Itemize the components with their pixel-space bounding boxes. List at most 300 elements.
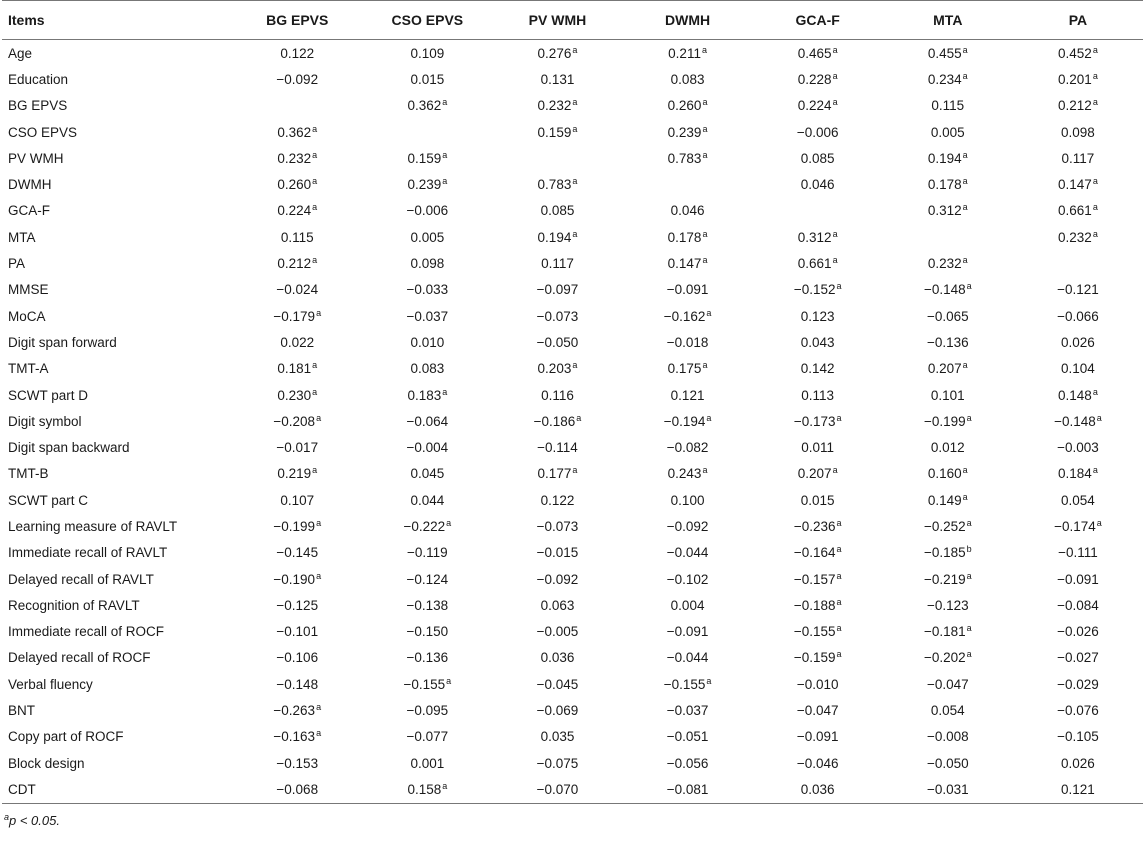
- column-header-cso-epvs: CSO EPVS: [362, 1, 492, 40]
- cell-value: −0.173: [793, 413, 836, 429]
- cell-value-group: [667, 335, 709, 350]
- cell-value: −0.006: [406, 203, 449, 219]
- table-cell: [492, 513, 622, 539]
- cell-value: 0.109: [410, 45, 445, 61]
- cell-value: −0.208: [273, 413, 316, 429]
- cell-value-group: [410, 46, 444, 61]
- table-cell: [623, 592, 753, 618]
- cell-value-group: [931, 98, 964, 113]
- cell-value: −0.051: [666, 729, 709, 745]
- cell-value: −0.081: [666, 781, 709, 797]
- table-cell: [753, 382, 883, 408]
- cell-value-group: [277, 388, 317, 403]
- cell-value: 0.026: [1061, 755, 1095, 771]
- cell-value-group: [1058, 545, 1098, 560]
- table-cell: [362, 671, 492, 697]
- cell-value: −0.236: [793, 518, 836, 534]
- table-row: [2, 540, 1143, 566]
- cell-value: −0.119: [407, 545, 448, 561]
- cell-value-group: [801, 177, 835, 192]
- cell-value: −0.024: [276, 282, 319, 298]
- cell-value: 0.043: [800, 334, 835, 350]
- cell-value-group: [541, 729, 575, 744]
- cell-value-group: [664, 677, 712, 692]
- table-row: [2, 93, 1143, 119]
- table-cell: [232, 356, 362, 382]
- cell-value-group: [407, 282, 449, 297]
- cell-value-group: [667, 572, 709, 587]
- cell-value: −0.194: [663, 413, 706, 429]
- cell-value-group: [667, 756, 709, 771]
- cell-value-group: [541, 72, 575, 87]
- row-label: Copy part of ROCF: [8, 729, 124, 745]
- cell-value: −0.145: [276, 545, 319, 561]
- cell-value: 0.115: [280, 229, 314, 245]
- cell-value-group: [277, 466, 317, 481]
- significance-marker: a: [832, 44, 838, 55]
- table-cell: [232, 724, 362, 750]
- cell-value-group: [1057, 624, 1099, 639]
- table-cell: [623, 119, 753, 145]
- cell-value-group: [927, 729, 969, 744]
- table-cell: [753, 119, 883, 145]
- table-cell: [232, 250, 362, 276]
- cell-value-group: [794, 414, 842, 429]
- row-label: Delayed recall of RAVLT: [8, 571, 154, 587]
- cell-value-group: [798, 230, 838, 245]
- cell-value-group: [1057, 572, 1099, 587]
- cell-value-group: [801, 151, 835, 166]
- cell-value: 0.147: [1058, 177, 1092, 193]
- cell-value: −0.199: [923, 413, 966, 429]
- cell-value: 0.100: [670, 492, 705, 508]
- cell-value: −0.092: [666, 518, 709, 534]
- cell-value: −0.159: [793, 650, 836, 666]
- cell-value: −0.202: [923, 650, 966, 666]
- row-label: CSO EPVS: [8, 124, 78, 140]
- table-cell: [492, 408, 622, 434]
- row-label: Verbal fluency: [8, 676, 93, 692]
- cell-value: −0.056: [666, 755, 709, 771]
- cell-value-group: [538, 361, 578, 376]
- row-label: Digit symbol: [8, 413, 82, 429]
- cell-value: −0.105: [1057, 729, 1099, 745]
- cell-value: −0.106: [276, 650, 319, 666]
- significance-marker: a: [1092, 228, 1098, 239]
- cell-value: −0.263: [273, 703, 316, 719]
- significance-marker: a: [962, 176, 968, 187]
- cell-value-group: [410, 756, 444, 771]
- cell-value: −0.003: [1057, 440, 1099, 456]
- cell-value: −0.252: [923, 518, 966, 534]
- table-cell: [753, 487, 883, 513]
- cell-value-group: [1058, 388, 1098, 403]
- cell-value: −0.219: [923, 571, 966, 587]
- cell-value-group: [798, 98, 838, 113]
- cell-value-group: [1058, 177, 1098, 192]
- table-cell: [362, 40, 492, 67]
- significance-marker: a: [706, 412, 712, 423]
- table-cell: [492, 145, 622, 171]
- table-row: [2, 697, 1143, 723]
- cell-value: 0.452: [1058, 45, 1092, 61]
- cell-value: −0.091: [796, 729, 839, 745]
- table-cell: [623, 224, 753, 250]
- cell-value-group: [927, 598, 969, 613]
- table-cell: [362, 382, 492, 408]
- cell-value-group: [664, 414, 712, 429]
- significance-marker: a: [572, 228, 578, 239]
- cell-value: 0.224: [277, 203, 312, 219]
- table-cell: [883, 619, 1013, 645]
- cell-value-group: [927, 335, 969, 350]
- cell-value: −0.004: [406, 440, 449, 456]
- table-cell: [753, 408, 883, 434]
- cell-value: −0.066: [1057, 308, 1099, 324]
- cell-value: −0.064: [406, 413, 449, 429]
- significance-marker: a: [446, 675, 452, 686]
- cell-value-group: [801, 782, 835, 797]
- table-cell: [1013, 461, 1143, 487]
- cell-value: −0.114: [537, 440, 578, 456]
- cell-value-group: [277, 151, 317, 166]
- cell-value-group: [801, 388, 834, 403]
- significance-marker: a: [312, 465, 318, 476]
- significance-marker: a: [702, 149, 708, 160]
- cell-value-group: [671, 203, 705, 218]
- cell-value: 0.201: [1058, 71, 1092, 87]
- table-cell: [232, 408, 362, 434]
- cell-value: 0.142: [800, 361, 835, 377]
- table-cell: [232, 382, 362, 408]
- table-cell: [753, 198, 883, 224]
- table-cell: [492, 487, 622, 513]
- table-cell: [623, 566, 753, 592]
- cell-value-group: [924, 282, 972, 297]
- cell-value: −0.155: [663, 676, 706, 692]
- cell-value: 0.022: [280, 334, 315, 350]
- table-row: [2, 487, 1143, 513]
- table-cell: [623, 250, 753, 276]
- cell-value: 0.260: [277, 177, 312, 193]
- table-cell: [232, 171, 362, 197]
- cell-value: −0.179: [273, 308, 316, 324]
- significance-marker: a: [312, 255, 318, 266]
- row-label: BNT: [8, 703, 35, 719]
- table-cell: [232, 66, 362, 92]
- significance-marker: a: [312, 360, 318, 371]
- cell-value: 0.228: [797, 71, 832, 87]
- cell-value-group: [1058, 72, 1098, 87]
- table-cell: [232, 487, 362, 513]
- significance-marker: a: [316, 517, 322, 528]
- table-cell: [753, 461, 883, 487]
- table-cell: [753, 513, 883, 539]
- cell-value: −0.069: [536, 703, 579, 719]
- significance-marker: a: [836, 412, 842, 423]
- significance-marker: a: [962, 149, 968, 160]
- table-row: [2, 277, 1143, 303]
- cell-value-group: [931, 388, 965, 403]
- table-cell: [883, 566, 1013, 592]
- table-cell: [883, 145, 1013, 171]
- cell-value-group: [537, 756, 579, 771]
- cell-value-group: [276, 72, 318, 87]
- cell-value: 0.046: [800, 177, 835, 193]
- significance-marker: a: [836, 570, 842, 581]
- cell-value: 0.005: [410, 229, 445, 245]
- cell-value-group: [797, 756, 839, 771]
- table-cell: [492, 329, 622, 355]
- significance-marker: a: [316, 307, 322, 318]
- cell-value-group: [924, 414, 972, 429]
- cell-value: 0.158: [407, 781, 442, 797]
- table-cell: [1013, 776, 1143, 803]
- table-cell: [883, 724, 1013, 750]
- significance-marker: a: [836, 623, 842, 634]
- cell-value: −0.037: [666, 703, 709, 719]
- cell-value-group: [407, 624, 449, 639]
- table-cell: [492, 461, 622, 487]
- cell-value-group: [407, 729, 449, 744]
- table-cell: [1013, 329, 1143, 355]
- cell-value-group: [794, 572, 842, 587]
- cell-value: 0.234: [927, 71, 962, 87]
- cell-value-group: [277, 203, 317, 218]
- cell-value: −0.031: [926, 781, 969, 797]
- table-row: [2, 66, 1143, 92]
- cell-value-group: [541, 203, 575, 218]
- cell-value: −0.045: [536, 676, 579, 692]
- table-cell: [883, 487, 1013, 513]
- cell-value: 0.122: [280, 45, 315, 61]
- table-row: [2, 566, 1143, 592]
- table-cell: [623, 540, 753, 566]
- table-cell: [623, 303, 753, 329]
- table-cell: [232, 592, 362, 618]
- column-header-bg-epvs: BG EPVS: [232, 1, 362, 40]
- cell-value-group: [538, 466, 578, 481]
- table-row: [2, 356, 1143, 382]
- cell-value-group: [671, 388, 705, 403]
- table-cell: [623, 776, 753, 803]
- cell-value-group: [794, 282, 842, 297]
- cell-value-group: [927, 309, 969, 324]
- cell-value-group: [928, 493, 968, 508]
- significance-marker: a: [702, 97, 708, 108]
- significance-marker: a: [962, 255, 968, 266]
- cell-value: −0.164: [793, 545, 836, 561]
- cell-value: 0.098: [410, 256, 445, 272]
- significance-marker: a: [312, 123, 318, 134]
- cell-value: 0.465: [797, 45, 832, 61]
- cell-value: 0.121: [670, 387, 705, 403]
- table-cell: [753, 224, 883, 250]
- cell-value: 0.184: [1058, 466, 1092, 482]
- table-cell: [623, 645, 753, 671]
- cell-value-group: [1061, 125, 1095, 140]
- cell-value-group: [1058, 466, 1098, 481]
- cell-value-group: [667, 282, 709, 297]
- cell-value-group: [537, 703, 579, 718]
- table-cell: [232, 776, 362, 803]
- cell-value-group: [667, 650, 709, 665]
- cell-value: −0.068: [276, 781, 319, 797]
- table-cell: [753, 671, 883, 697]
- cell-value-group: [273, 414, 321, 429]
- table-cell: [492, 619, 622, 645]
- table-row: [2, 119, 1143, 145]
- cell-value-group: [1058, 203, 1098, 218]
- cell-value-group: [928, 203, 968, 218]
- cell-value-group: [538, 98, 578, 113]
- table-cell: [1013, 198, 1143, 224]
- significance-marker: a: [1092, 97, 1098, 108]
- cell-value: 0.159: [407, 150, 442, 166]
- table-row: [2, 40, 1143, 67]
- cell-value-group: [928, 177, 968, 192]
- cell-value: 0.194: [927, 150, 962, 166]
- cell-value-group: [798, 72, 838, 87]
- cell-value-group: [668, 466, 708, 481]
- significance-marker: a: [1096, 412, 1102, 423]
- table-cell: [753, 697, 883, 723]
- table-cell: [753, 724, 883, 750]
- cell-value: 0.194: [537, 229, 572, 245]
- cell-value: 0.116: [541, 387, 574, 403]
- cell-value: −0.123: [926, 597, 969, 613]
- cell-value: −0.091: [1057, 571, 1099, 587]
- cell-value: −0.050: [926, 755, 969, 771]
- table-cell: [362, 513, 492, 539]
- cell-value-group: [797, 703, 839, 718]
- table-cell: [1013, 697, 1143, 723]
- cell-value-group: [927, 782, 969, 797]
- cell-value: −0.006: [796, 124, 839, 140]
- cell-value: 0.113: [801, 387, 835, 403]
- table-cell: [492, 671, 622, 697]
- cell-value-group: [276, 782, 318, 797]
- row-label: Immediate recall of RAVLT: [8, 545, 168, 561]
- table-cell: [1013, 250, 1143, 276]
- table-cell: [362, 303, 492, 329]
- significance-marker: a: [832, 465, 838, 476]
- cell-value: 0.015: [800, 492, 835, 508]
- cell-value: 0.260: [667, 98, 702, 114]
- table-cell: [362, 724, 492, 750]
- significance-marker: a: [836, 649, 842, 660]
- cell-value: 0.148: [1058, 387, 1092, 403]
- cell-value-group: [407, 388, 447, 403]
- cell-value: −0.047: [796, 703, 839, 719]
- table-cell: [753, 93, 883, 119]
- cell-value: 0.083: [670, 71, 705, 87]
- significance-marker: a: [572, 97, 578, 108]
- cell-value-group: [276, 282, 318, 297]
- row-label: CDT: [2, 776, 232, 803]
- cell-value: 0.005: [930, 124, 965, 140]
- row-label: BG EPVS: [8, 98, 68, 114]
- cell-value: −0.188: [793, 597, 836, 613]
- significance-marker: a: [702, 228, 708, 239]
- row-label: Digit span backward: [8, 440, 130, 456]
- table-cell: [883, 776, 1013, 803]
- cell-value: 0.183: [407, 387, 442, 403]
- cell-value-group: [537, 309, 579, 324]
- significance-marker: a: [442, 97, 448, 108]
- table-cell: [232, 619, 362, 645]
- significance-marker: a: [706, 307, 712, 318]
- cell-value: 0.232: [1058, 229, 1092, 245]
- row-label: PA: [8, 256, 26, 272]
- table-cell: [362, 250, 492, 276]
- cell-value: −0.092: [536, 571, 579, 587]
- cell-value-group: [538, 46, 578, 61]
- cell-value: 0.239: [407, 177, 442, 193]
- table-cell: [883, 277, 1013, 303]
- cell-value: 0.015: [410, 71, 445, 87]
- significance-marker: a: [966, 412, 972, 423]
- cell-value-group: [281, 230, 314, 245]
- cell-value-group: [801, 335, 835, 350]
- significance-marker: a: [962, 202, 968, 213]
- table-cell: [1013, 724, 1143, 750]
- significance-marker: a: [312, 202, 318, 213]
- cell-value-group: [668, 230, 708, 245]
- table-cell: [492, 697, 622, 723]
- table-cell: [623, 329, 753, 355]
- cell-value-group: [407, 598, 449, 613]
- table-cell: [1013, 40, 1143, 67]
- table-cell: [883, 540, 1013, 566]
- row-label: MMSE: [8, 282, 49, 298]
- cell-value: −0.065: [926, 308, 969, 324]
- cell-value-group: [410, 335, 444, 350]
- cell-value-group: [273, 309, 321, 324]
- table-cell: [1013, 487, 1143, 513]
- significance-marker: a: [312, 149, 318, 160]
- table-cell: [883, 329, 1013, 355]
- cell-value-group: [407, 440, 449, 455]
- table-row: [2, 776, 1143, 803]
- cell-value-group: [537, 335, 579, 350]
- significance-marker: a: [312, 386, 318, 397]
- table-row: [2, 461, 1143, 487]
- cell-value: 0.232: [277, 150, 312, 166]
- table-cell: [1013, 277, 1143, 303]
- cell-value: 0.117: [1061, 150, 1095, 166]
- table-cell: [883, 750, 1013, 776]
- cell-value-group: [1057, 677, 1099, 692]
- cell-value: −0.044: [666, 545, 709, 561]
- cell-value: −0.050: [536, 334, 579, 350]
- cell-value-group: [276, 440, 318, 455]
- table-footnote: [4, 813, 1143, 828]
- cell-value: −0.005: [536, 624, 579, 640]
- table-cell: [492, 724, 622, 750]
- cell-value-group: [794, 598, 842, 613]
- cell-value-group: [797, 677, 839, 692]
- cell-value-group: [410, 493, 444, 508]
- cell-value-group: [928, 151, 968, 166]
- column-header-mta: MTA: [883, 1, 1013, 40]
- table-cell: [232, 697, 362, 723]
- row-label: PV WMH: [8, 150, 64, 166]
- cell-value-group: [541, 493, 575, 508]
- cell-value: 0.224: [797, 98, 832, 114]
- cell-value: −0.091: [666, 282, 709, 298]
- cell-value: 0.661: [797, 256, 832, 272]
